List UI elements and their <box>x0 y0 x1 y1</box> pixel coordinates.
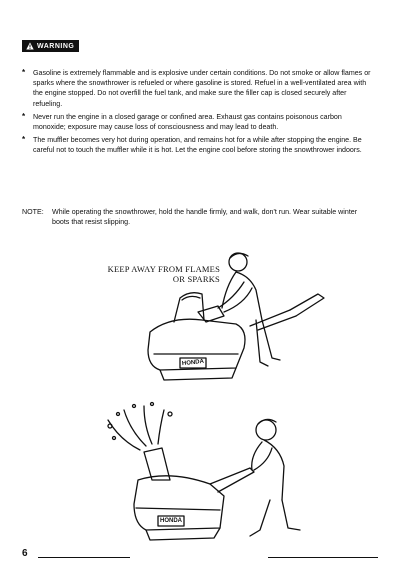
bullet-text: Never run the engine in a closed garage or confined area. Exhaust gas contains poisonous carbon monoxide; exposure may cause loss of consciousness and may lead to death. <box>33 112 342 132</box>
machine-badge-bottom: HONDA <box>160 518 182 524</box>
warning-bullet-list <box>22 68 374 159</box>
bullet-exhaust <box>22 112 374 132</box>
illustrations <box>0 250 404 550</box>
note-label: NOTE: <box>22 208 44 216</box>
footer-rule-right <box>268 557 378 558</box>
caption-line-2: OR SPARKS <box>172 274 220 284</box>
bullet-mark: * <box>22 68 26 77</box>
bullet-mark: * <box>22 135 26 145</box>
bullet-mark: * <box>22 111 26 121</box>
bullet-gasoline <box>22 68 374 109</box>
caption-line-1: KEEP AWAY FROM FLAMES <box>107 264 220 274</box>
page-number: 6 <box>22 548 28 559</box>
bullet-text: The muffler becomes very hot during operation, and remains hot for a while after stopping the engine. Be careful not to touch the muffler while it is hot. Let the engine cool before storing the snowthrower indoors. <box>33 136 362 155</box>
refueling-illustration <box>140 250 340 400</box>
operating-illustration <box>100 400 320 550</box>
note-text: While operating the snowthrower, hold the handle firmly, and walk, don't run. Wear suitable winter boots that resist slipping. <box>52 208 358 227</box>
footer-rule-left <box>38 557 130 558</box>
bullet-text: Gasoline is extremely flammable and is explosive under certain conditions. Do not smoke or allow flames or sparks where the snowthrower is refueled or where gasoline is stored. Refuel in a well-ventilated area with the engine stopped. Do not overfill the fuel tank, and make sure the filler cap is closed securely after refueling. <box>33 69 371 108</box>
operating-note <box>22 207 374 227</box>
bullet-muffler <box>22 135 374 155</box>
warning-badge <box>22 40 79 52</box>
machine-badge-top: HONDA <box>181 358 205 368</box>
warning-icon <box>26 42 34 50</box>
warning-label: WARNING <box>37 42 75 50</box>
